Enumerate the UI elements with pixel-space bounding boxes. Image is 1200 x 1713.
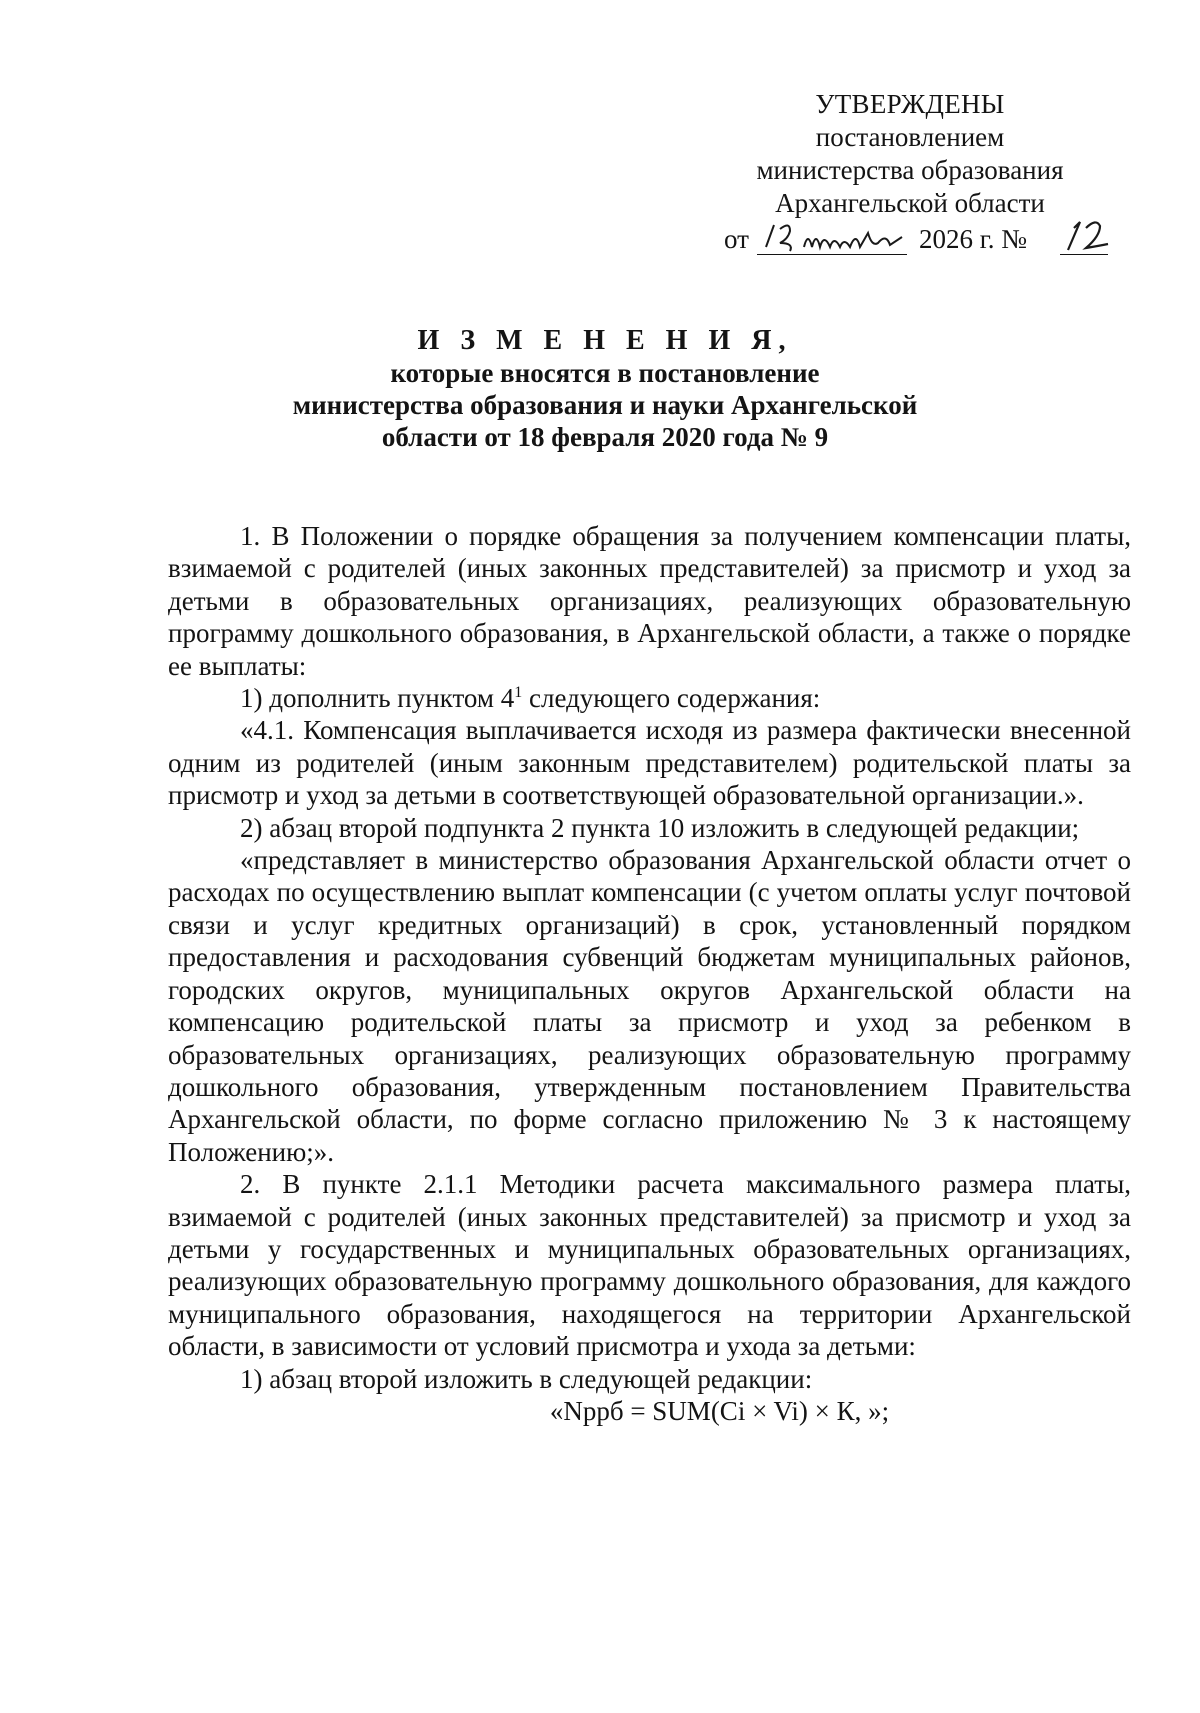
approval-date-row bbox=[724, 220, 1124, 260]
approval-from-label: от bbox=[724, 224, 749, 254]
paragraph-2-start: 1) дополнить пунктом 4 bbox=[240, 683, 515, 714]
approval-line-2: министерства образования bbox=[756, 155, 1064, 185]
document-heading bbox=[230, 325, 980, 453]
approval-line-3: Архангельской области bbox=[775, 188, 1045, 218]
handwritten-number bbox=[1060, 216, 1112, 258]
paragraph-6: 2. В пункте 2.1.1 Методики расчета максимального размера платы, взимаемой с родителей (иных законных представителей) за присмотр и уход за детьми у государственных и муниципальных образовательных организациях, реализующих образовательную программу дошкольного образования, для каждого муниципального образования, находящегося на территории Архангельской области, в зависимости от условий присмотра и ухода за детьми: bbox=[168, 1169, 1131, 1362]
approval-year-label: 2026 г. № bbox=[919, 224, 1028, 254]
handwritten-date bbox=[760, 217, 910, 257]
paragraph-4: 2) абзац второй подпункта 2 пункта 10 изложить в следующей редакции; bbox=[240, 812, 1080, 843]
document-body bbox=[168, 520, 1131, 1427]
paragraph-3: «4.1. Компенсация выплачивается исходя из размера фактически внесенной одним из родителей (иным законным представителем) родительской платы за присмотр и уход за детьми в соответствующей образовательной организации.». bbox=[168, 715, 1131, 811]
approval-line-1: постановлением bbox=[815, 122, 1005, 152]
paragraph-2 bbox=[168, 682, 1131, 714]
paragraph-2-end: следующего содержания: bbox=[522, 683, 821, 714]
heading-line-2: министерства образования и науки Архангельской bbox=[292, 390, 918, 420]
superscript: 1 bbox=[514, 684, 523, 702]
approval-title: УТВЕРЖДЕНЫ bbox=[815, 89, 1005, 119]
paragraph-5: «представляет в министерство образования Архангельской области отчет о расходах по осуществлению выплат компенсации (с учетом оплаты услуг почтовой связи и услуг кредитных организаций) в срок, установленный порядком предоставления и расходования субвенций бюджетам муниципальных районов, городских округов, муниципальных округов Архангельской области на компенсацию родительской платы за присмотр и уход за ребенком в образовательных организациях, реализующих образовательную программу дошкольного образования, утвержденным постановлением Правительства Архангельской области, по форме согласно приложению № 3 к настоящему Положению;». bbox=[168, 845, 1131, 1167]
paragraph-1: 1. В Положении о порядке обращения за получением компенсации платы, взимаемой с родителей (иных законных представителей) за присмотр и уход за детьми в образовательных организациях, реализующих образовательную программу дошкольного образования, в Архангельской области, а также о порядке ее выплаты: bbox=[168, 521, 1131, 681]
formula: «Nррб = SUM(Ci × Vi) × К, »; bbox=[549, 1395, 890, 1426]
heading-main: И З М Е Н Е Н И Я, bbox=[417, 325, 793, 356]
paragraph-7: 1) абзац второй изложить в следующей редакции: bbox=[240, 1363, 813, 1394]
heading-line-3: области от 18 февраля 2020 года № 9 bbox=[381, 422, 829, 452]
heading-line-1: которые вносятся в постановление bbox=[390, 358, 820, 388]
approval-block bbox=[700, 88, 1120, 220]
